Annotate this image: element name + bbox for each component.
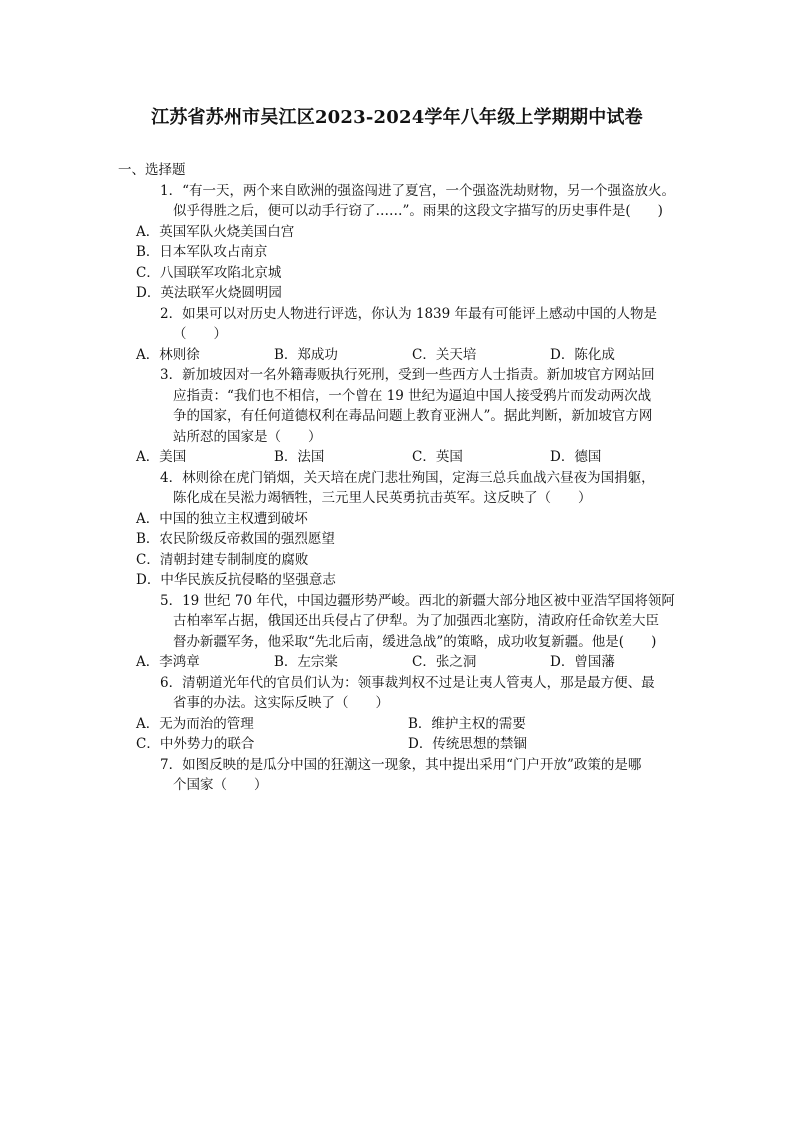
question-4-line-1: 4．林则徐在虎门销烟，关天培在虎门悲壮殉国，定海三总兵血战六昼夜为国捐躯， — [160, 469, 655, 486]
question-6-options-row-2 — [136, 734, 683, 755]
question-5-options — [136, 652, 683, 673]
question-1 — [118, 181, 683, 304]
question-3-options — [136, 447, 683, 468]
section-heading: 一、选择题 — [118, 162, 186, 178]
question-5-line-2: 古柏率军占据，俄国还出兵侵占了伊犁。为了加强西北塞防，清政府任命钦差大臣 — [173, 613, 659, 629]
question-7-line-2: 个国家（ ） — [173, 777, 268, 793]
question-2-line-1: 2．如果可以对历史人物进行评选，你认为 1839 年最有可能评上感动中国的人物是 — [160, 305, 658, 322]
question-2-options — [136, 345, 683, 366]
question-2-line-2: （ ） — [173, 326, 227, 342]
question-4 — [118, 468, 683, 591]
question-1-line-2: 似乎得胜之后，便可以动手行窃了……”。雨果的这段文字描写的历史事件是( ) — [173, 203, 663, 219]
question-5-option-b: B．左宗棠 — [274, 654, 338, 670]
question-6-option-d: D．传统思想的禁锢 — [408, 736, 527, 752]
question-4-line-2: 陈化成在吴淞力竭牺牲，三元里人民英勇抗击英军。这反映了（ ） — [173, 490, 592, 506]
question-4-option-a: A．中国的独立主权遭到破坏 — [136, 510, 308, 527]
question-3 — [118, 365, 683, 468]
question-5-option-c: C．张之洞 — [412, 654, 477, 670]
question-2 — [118, 304, 683, 366]
question-3-line-2: 应指责：“我们也不相信，一个曾在 19 世纪为逼迫中国人接受鸦片而发动两次战 — [173, 387, 652, 404]
question-3-line-3: 争的国家，有任何道德权利在毒品问题上教育亚洲人”。据此判断，新加坡官方网 — [173, 408, 653, 424]
question-6-option-b: B．维护主权的需要 — [408, 715, 526, 732]
question-6-line-1: 6．清朝道光年代的官员们认为：领事裁判权不过是让夷人管夷人，那是最方便、最 — [160, 674, 655, 691]
question-4-option-c: C．清朝封建专制制度的腐败 — [136, 551, 309, 568]
question-6 — [118, 673, 683, 755]
question-1-option-c: C．八国联军攻陷北京城 — [136, 264, 282, 281]
question-3-line-4: 站所怼的国家是（ ） — [173, 428, 322, 445]
question-5 — [118, 591, 683, 673]
exam-title: 江苏省苏州市吴江区2023-2024学年八年级上学期期中试卷 — [151, 107, 643, 128]
question-3-option-b: B．法国 — [274, 449, 325, 465]
question-5-line-3: 督办新疆军务，他采取“先北后南，缓进急战”的策略，成功收复新疆。他是( ) — [173, 633, 657, 650]
question-1-option-a: A．英国军队火烧美国白宫 — [136, 223, 295, 240]
question-4-option-b: B．农民阶级反帝救国的强烈愿望 — [136, 531, 335, 547]
exam-content — [118, 160, 683, 796]
question-1-option-d: D．英法联军火烧圆明园 — [136, 285, 282, 301]
question-5-option-a: A．李鸿章 — [136, 654, 200, 670]
question-7 — [118, 755, 683, 796]
question-2-option-a: A．林则徐 — [136, 346, 200, 363]
question-3-option-a: A．美国 — [136, 449, 187, 465]
question-5-option-d: D．曾国藩 — [550, 654, 615, 670]
question-2-option-b: B．郑成功 — [274, 346, 338, 363]
question-5-line-1: 5．19 世纪 70 年代，中国边疆形势严峻。西北的新疆大部分地区被中亚浩罕国将领阿 — [160, 592, 675, 609]
question-2-option-d: D．陈化成 — [550, 346, 615, 363]
question-4-option-d: D．中华民族反抗侵略的坚强意志 — [136, 572, 336, 588]
question-2-option-c: C．关天培 — [412, 346, 477, 363]
question-1-line-1: 1．“有一天，两个来自欧洲的强盗闯进了夏宫，一个强盗洗劫财物，另一个强盗放火。 — [160, 182, 675, 199]
question-3-option-d: D．德国 — [550, 449, 602, 465]
question-6-options-row-1 — [136, 714, 683, 735]
question-6-option-a: A．无为而治的管理 — [136, 715, 254, 732]
question-7-line-1: 7．如图反映的是瓜分中国的狂潮这一现象，其中提出采用“门户开放”政策的是哪 — [160, 756, 642, 773]
question-6-option-c: C．中外势力的联合 — [136, 736, 255, 752]
question-6-line-2: 省事的办法。这实际反映了（ ） — [173, 695, 389, 711]
question-3-option-c: C．英国 — [412, 449, 463, 465]
question-1-option-b: B．日本军队攻占南京 — [136, 244, 268, 260]
question-3-line-1: 3．新加坡因对一名外籍毒贩执行死刑，受到一些西方人士指责。新加坡官方网站回 — [160, 367, 655, 383]
